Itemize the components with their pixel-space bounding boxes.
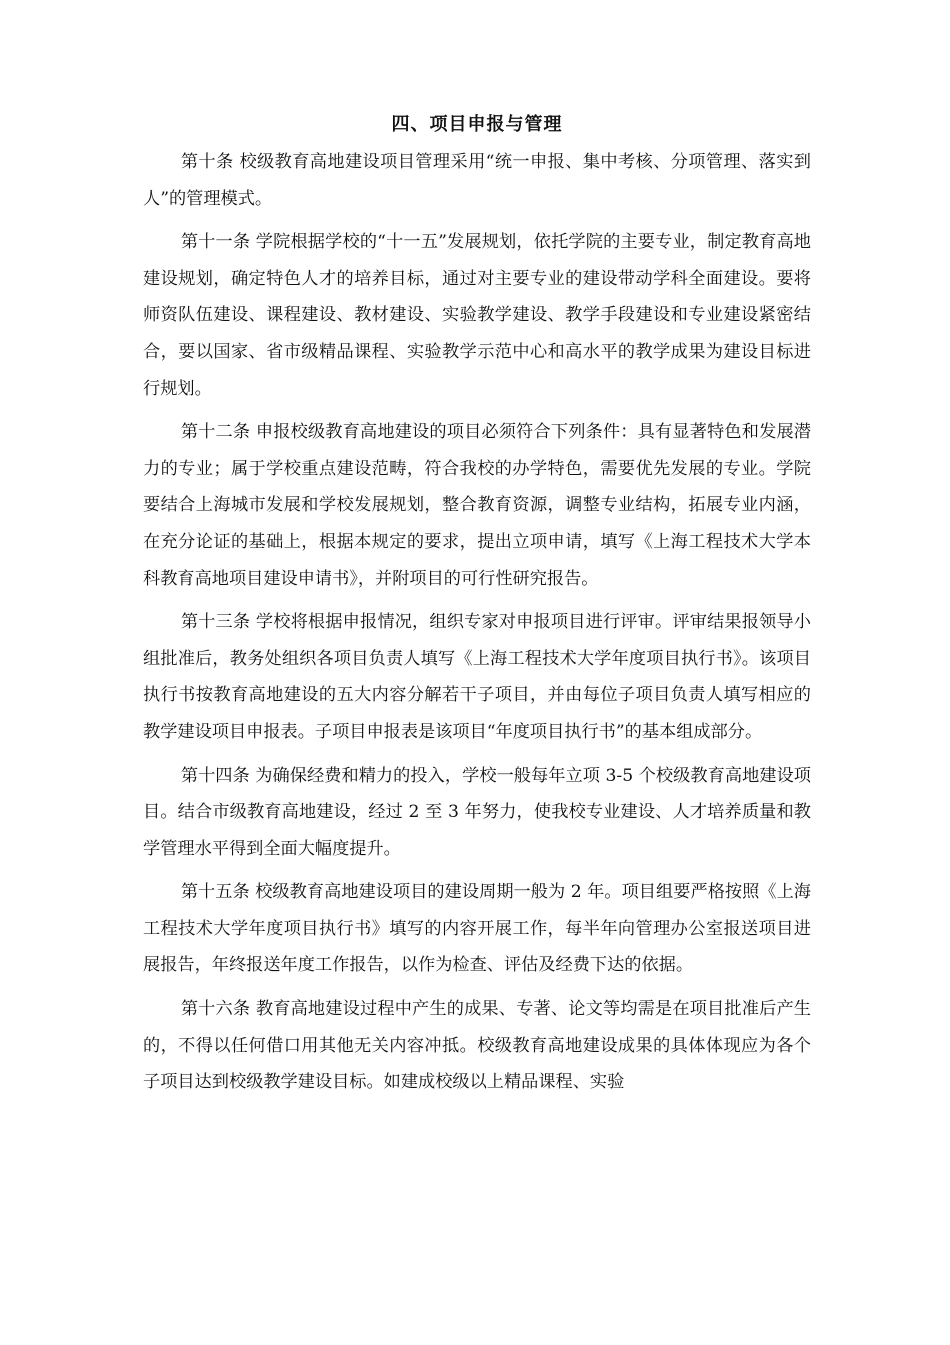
article-12: 第十二条 申报校级教育高地建设的项目必须符合下列条件：具有显著特色和发展潜力的专业；属于学校重点建设范畴，符合我校的办学特色，需要优先发展的专业。学院要结合上海城市发展和学校发展规划，整合教育资源，调整专业结构，拓展专业内涵，在充分论证的基础上，根据本规定的要求，提出立项申请，填写《上海工程技术大学本科教育高地项目建设申请书》，并附项目的可行性研究报告。	[143, 422, 811, 589]
article-15: 第十五条 校级教育高地建设项目的建设周期一般为 2 年。项目组要严格按照《上海工程技术大学年度项目执行书》填写的内容开展工作，每半年向管理办公室报送项目进展报告，年终报送年度工作报告，以作为检查、评估及经费下达的依据。	[143, 882, 811, 976]
article-16: 第十六条 教育高地建设过程中产生的成果、专著、论文等均需是在项目批准后产生的，不得以任何借口用其他无关内容冲抵。校级教育高地建设成果的具体体现应为各个子项目达到校级教学建设目标。如建成校级以上精品课程、实验	[143, 999, 811, 1093]
article-11: 第十一条 学院根据学校的“十一五”发展规划，依托学院的主要专业，制定教育高地建设规划，确定特色人才的培养目标，通过对主要专业的建设带动学科全面建设。要将师资队伍建设、课程建设、教材建设、实验教学建设、教学手段建设和专业建设紧密结合，要以国家、省市级精品课程、实验教学示范中心和高水平的教学成果为建设目标进行规划。	[143, 232, 811, 399]
article-14: 第十四条 为确保经费和精力的投入，学校一般每年立项 3-5 个校级教育高地建设项目。结合市级教育高地建设，经过 2 至 3 年努力，使我校专业建设、人才培养质量和教学管理水平得到全面大幅度提升。	[143, 765, 811, 859]
article-13: 第十三条 学校将根据申报情况，组织专家对申报项目进行评审。评审结果报领导小组批准后，教务处组织各项目负责人填写《上海工程技术大学年度项目执行书》。该项目执行书按教育高地建设的五大内容分解若干子项目，并由每位子项目负责人填写相应的教学建设项目申报表。子项目申报表是该项目“年度项目执行书”的基本组成部分。	[143, 612, 811, 742]
document-page	[143, 110, 811, 1108]
article-10: 第十条 校级教育高地建设项目管理采用“统一申报、集中考核、分项管理、落实到人”的管理模式。	[143, 152, 811, 209]
section-title: 四、项目申报与管理	[391, 114, 563, 135]
